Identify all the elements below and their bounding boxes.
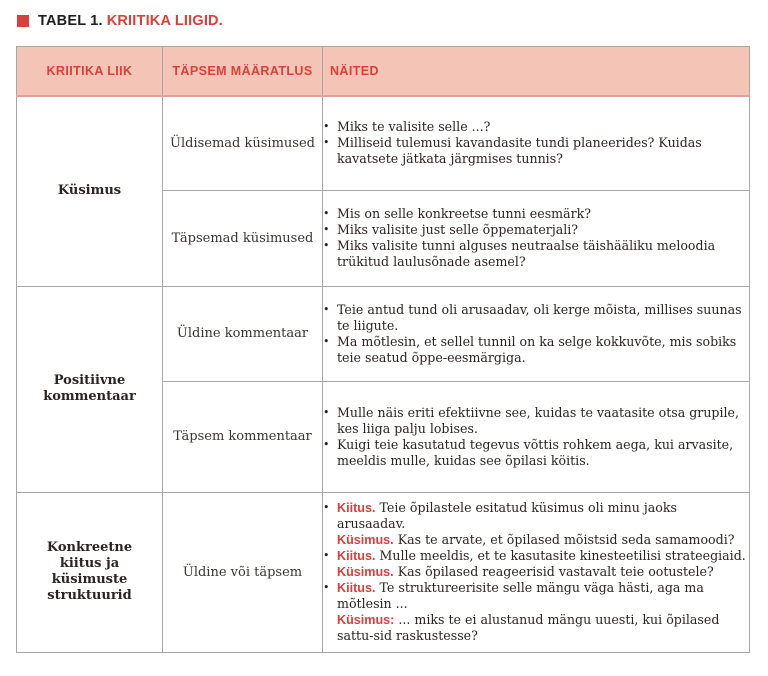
praise-line bbox=[337, 548, 749, 564]
praise-text: Te struktureerisite selle mängu väga hästi, aga ma mõtlesin ... bbox=[337, 580, 704, 611]
caption-prefix: TABEL 1. bbox=[38, 13, 103, 29]
header-definition: TÄPSEM MÄÄRATLUS bbox=[163, 47, 323, 97]
criticism-type-cell: Positiivne kommentaar bbox=[17, 286, 163, 492]
praise-label: Kiitus. bbox=[337, 501, 376, 515]
question-label: Küsimus. bbox=[337, 565, 394, 579]
caption-title: KRIITIKA LIIGID. bbox=[106, 13, 223, 29]
example-item: • Teie antud tund oli arusaadav, oli kerge mõista, millises suunas te liigute. bbox=[323, 302, 749, 334]
example-item: • Ma mõtlesin, et sellel tunnil on ka selge kokkuvõte, mis sobiks teie seatud õppe-eesmärgiga. bbox=[323, 334, 749, 366]
examples-cell bbox=[323, 96, 750, 190]
question-line bbox=[337, 564, 749, 580]
table-row bbox=[17, 492, 750, 652]
question-label: Küsimus: bbox=[337, 613, 395, 627]
examples-list bbox=[323, 405, 749, 469]
examples-list bbox=[323, 302, 749, 366]
question-text: ... miks te ei alustanud mängu uuesti, kui õpilased sattu-sid raskustesse? bbox=[337, 612, 720, 643]
examples-list bbox=[323, 500, 749, 644]
definition-cell: Täpsemad küsimused bbox=[163, 190, 323, 286]
table-row bbox=[17, 96, 750, 190]
examples-list bbox=[323, 206, 749, 270]
header-criticism-type: KRIITIKA LIIK bbox=[17, 47, 163, 97]
examples-cell bbox=[323, 492, 750, 652]
praise-question-pair bbox=[323, 500, 749, 548]
example-item: • Milliseid tulemusi kavandasite tundi planeerides? Kuidas kavatsete jätkata järgmises tunnis? bbox=[323, 135, 749, 167]
definition-cell: Üldine või täpsem bbox=[163, 492, 323, 652]
criticism-types-table bbox=[16, 46, 750, 653]
header-examples: NÄITED bbox=[323, 47, 750, 97]
example-item: • Miks valisite just selle õppematerjali? bbox=[323, 222, 749, 238]
table-header-row bbox=[17, 47, 750, 97]
examples-cell bbox=[323, 381, 750, 492]
praise-line bbox=[337, 500, 749, 532]
definition-cell: Üldine kommentaar bbox=[163, 286, 323, 381]
criticism-type-cell: Konkreetne kiitus ja küsimuste struktuurid bbox=[17, 492, 163, 652]
example-item: • Miks te valisite selle ...? bbox=[323, 119, 749, 135]
definition-cell: Täpsem kommentaar bbox=[163, 381, 323, 492]
table-caption bbox=[17, 13, 223, 29]
definition-cell: Üldisemad küsimused bbox=[163, 96, 323, 190]
question-text: Kas te arvate, et õpilased mõistsid seda samamoodi? bbox=[397, 532, 735, 547]
example-item: • Miks valisite tunni alguses neutraalse täishääliku meloodia trükitud laulusõnade asemel? bbox=[323, 238, 749, 270]
praise-label: Kiitus. bbox=[337, 581, 376, 595]
praise-question-pair bbox=[323, 580, 749, 644]
example-item: • Mis on selle konkreetse tunni eesmärk? bbox=[323, 206, 749, 222]
praise-label: Kiitus. bbox=[337, 549, 376, 563]
caption-text bbox=[38, 13, 223, 29]
praise-text: Teie õpilastele esitatud küsimus oli minu jaoks arusaadav. bbox=[337, 500, 677, 531]
question-line bbox=[337, 612, 749, 644]
question-label: Küsimus. bbox=[337, 533, 394, 547]
caption-marker-icon bbox=[17, 15, 29, 27]
example-item: • Mulle näis eriti efektiivne see, kuidas te vaatasite otsa grupile, kes liiga palju lobises. bbox=[323, 405, 749, 437]
question-line bbox=[337, 532, 749, 548]
examples-list bbox=[323, 119, 749, 167]
praise-line bbox=[337, 580, 749, 612]
table-row bbox=[17, 286, 750, 381]
examples-cell bbox=[323, 190, 750, 286]
examples-cell bbox=[323, 286, 750, 381]
praise-question-pair bbox=[323, 548, 749, 580]
example-item: • Kuigi teie kasutatud tegevus võttis rohkem aega, kui arvasite, meeldis mulle, kuidas see õpilasi köitis. bbox=[323, 437, 749, 469]
criticism-type-cell: Küsimus bbox=[17, 96, 163, 286]
question-text: Kas õpilased reageerisid vastavalt teie ootustele? bbox=[397, 564, 714, 579]
praise-text: Mulle meeldis, et te kasutasite kinesteetilisi strateegiaid. bbox=[379, 548, 746, 563]
